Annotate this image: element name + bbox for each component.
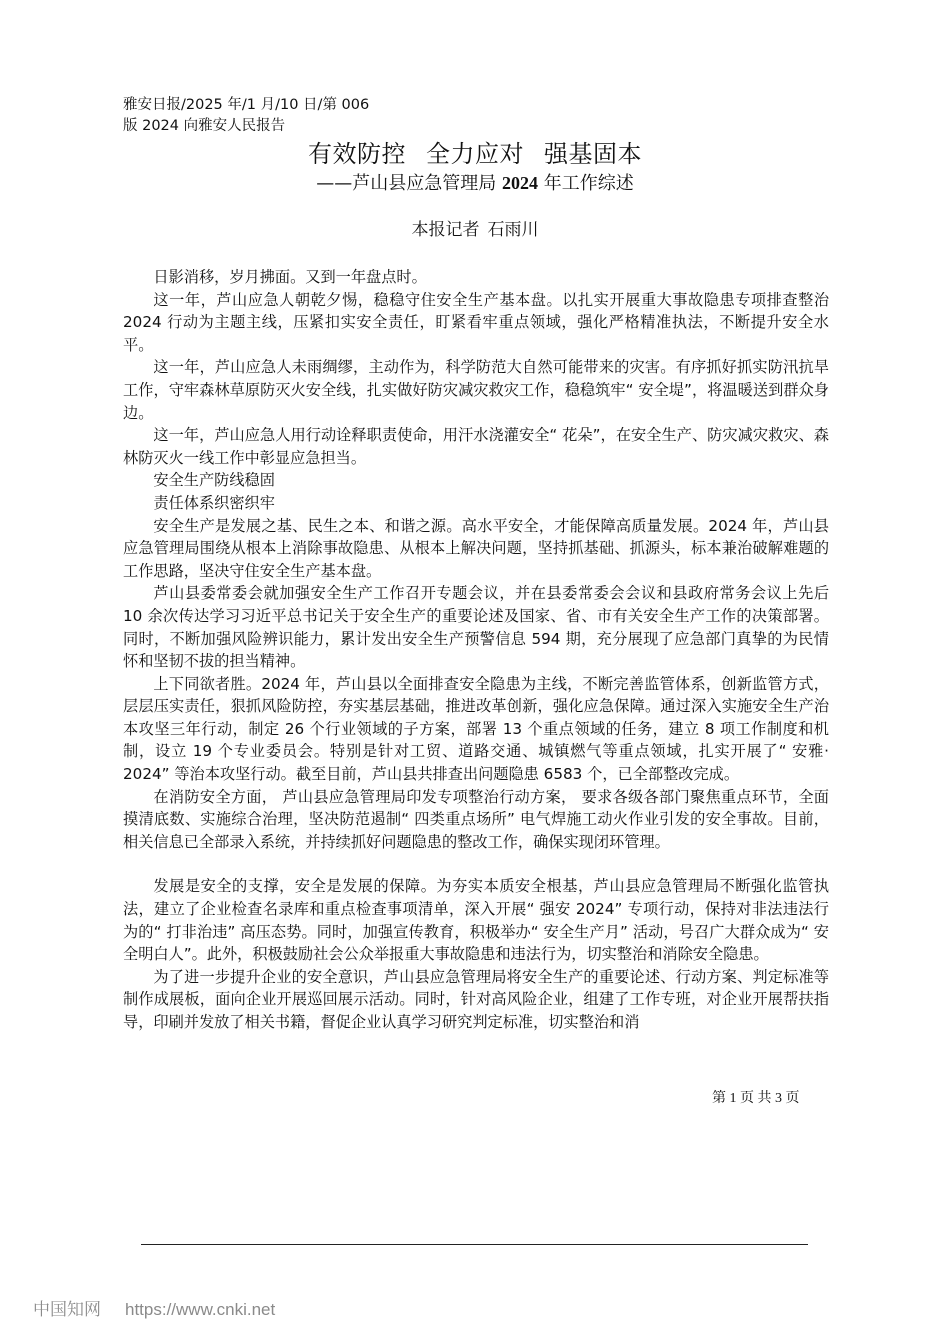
- headline-part: 有效防控: [308, 140, 406, 168]
- paragraph: 安全生产是发展之基、民生之本、和谐之源。高水平安全，才能保障高质量发展。2024 年，芦山县应急管理局围绕从根本上消除事故隐患、从根本上解决问题，坚持抓基础、抓源头，标本兼治破解难题的工作思路，坚决守住安全生产基本盘。: [123, 516, 829, 580]
- section-subheading: 责任体系织密织牢: [153, 493, 275, 512]
- paragraph: 发展是安全的支撑，安全是发展的保障。为夯实本质安全根基，芦山县应急管理局不断强化监管执法，建立了企业检查名录库和重点检查事项清单，深入开展“ 强安 2024” 专项行动，保持对非法违法行为的“ 打非治违” 高压态势。同时，加强宣传教育，积极举办“ 安全生产月” 活动，号召广大群众成为“ 安全明白人”。此外，积极鼓励社会公众举报重大事故隐患和违法行为，切实整治和消除安全隐患。: [123, 877, 829, 964]
- paragraph: 这一年，芦山应急人未雨绸缪，主动作为，科学防范大自然可能带来的灾害。有序抓好抓实防汛抗旱工作，守牢森林草原防灭火安全线，扎实做好防灾减灾救灾工作，稳稳筑牢“ 安全堤”，将温暖送到群众身边。: [123, 358, 829, 422]
- paragraph: 日影消移，岁月拂面。又到一年盘点时。: [153, 268, 427, 286]
- watermark-footer: [33, 1295, 299, 1320]
- byline: [0, 218, 950, 242]
- subheadline-suffix: 年工作综述: [538, 173, 634, 194]
- paragraph: 这一年，芦山应急人朝乾夕惕，稳稳守住安全生产基本盘。以扎实开展重大事故隐患专项排查整治 2024 行动为主题主线，压紧扣实安全责任，盯紧看牢重点领域，强化严格精准执法，不断提升安全水平。: [123, 290, 829, 354]
- byline-role: 本报记者: [411, 220, 480, 240]
- subheadline-prefix: ——芦山县应急管理局: [316, 173, 502, 194]
- headline-part: 强基固本: [544, 140, 642, 168]
- paragraph: 在消防安全方面， 芦山县应急管理局印发专项整治行动方案， 要求各级各部门聚焦重点环节，全面摸清底数、实施综合治理，坚决防范遏制“ 四类重点场所” 电气焊施工动火作业引发的安全事故。目前，相关信息已全部录入系统，并持续抓好问题隐患的整改工作，确保实现闭环管理。: [123, 787, 829, 851]
- paragraph: 芦山县委常委会就加强安全生产工作召开专题会议，并在县委常委会会议和县政府常务会议上先后 10 余次传达学习习近平总书记关于安全生产的重要论述及国家、省、市有关安全生产工作的决策部署。同时，不断加强风险辨识能力，累计发出安全生产预警信息 594 期，充分展现了应急部门真挚的为民情怀和坚韧不拔的担当精神。: [123, 584, 829, 671]
- footer-divider: [141, 1244, 808, 1245]
- site-url[interactable]: https://www.cnki.net: [125, 1300, 276, 1319]
- headline-part: 全力应对: [426, 140, 524, 168]
- headline: [0, 139, 950, 169]
- paragraph: 为了进一步提升企业的安全意识，芦山县应急管理局将安全生产的重要论述、行动方案、判定标准等制作成展板，面向企业开展巡回展示活动。同时，针对高风险企业，组建了工作专班，对企业开展帮扶指导，印刷并发放了相关书籍，督促企业认真学习研究判定标准，切实整治和消: [123, 967, 829, 1031]
- publication-info: [123, 95, 403, 137]
- publication-info-line-1: 雅安日报/2025 年/1 月/10 日/第 006: [123, 97, 370, 113]
- publication-info-line-2: 版 2024 向雅安人民报告: [123, 118, 286, 134]
- article-body: [123, 266, 829, 1034]
- paragraph: 上下同欲者胜。2024 年，芦山县以全面排查安全隐患为主线，不断完善监管体系，创新监管方式，层层压实责任，狠抓风险防控，夯实基层基础，推进改革创新，强化应急保障。通过深入实施安全生产治本攻坚三年行动，制定 26 个行业领域的子方案，部署 13 个重点领域的任务，建立 8 项工作制度和机制，设立 19 个专业委员会。特别是针对工贸、道路交通、城镇燃气等重点领域，扎实开展了“ 安雅· 2024” 等治本攻坚行动。截至目前，芦山县共排查出问题隐患 6583 个，已全部整改完成。: [123, 674, 829, 784]
- byline-name: 石雨川: [487, 220, 539, 240]
- paragraph: 这一年，芦山应急人用行动诠释职责使命，用汗水浇灌安全“ 花朵”，在安全生产、防灾减灾救灾、森林防灭火一线工作中彰显应急担当。: [123, 426, 829, 467]
- subheadline-year: 2024: [502, 173, 538, 193]
- page-number: 第 1 页 共 3 页: [712, 1091, 800, 1106]
- section-heading: 安全生产防线稳固: [153, 471, 275, 490]
- site-name: 中国知网: [33, 1300, 101, 1320]
- subheadline: [0, 171, 950, 196]
